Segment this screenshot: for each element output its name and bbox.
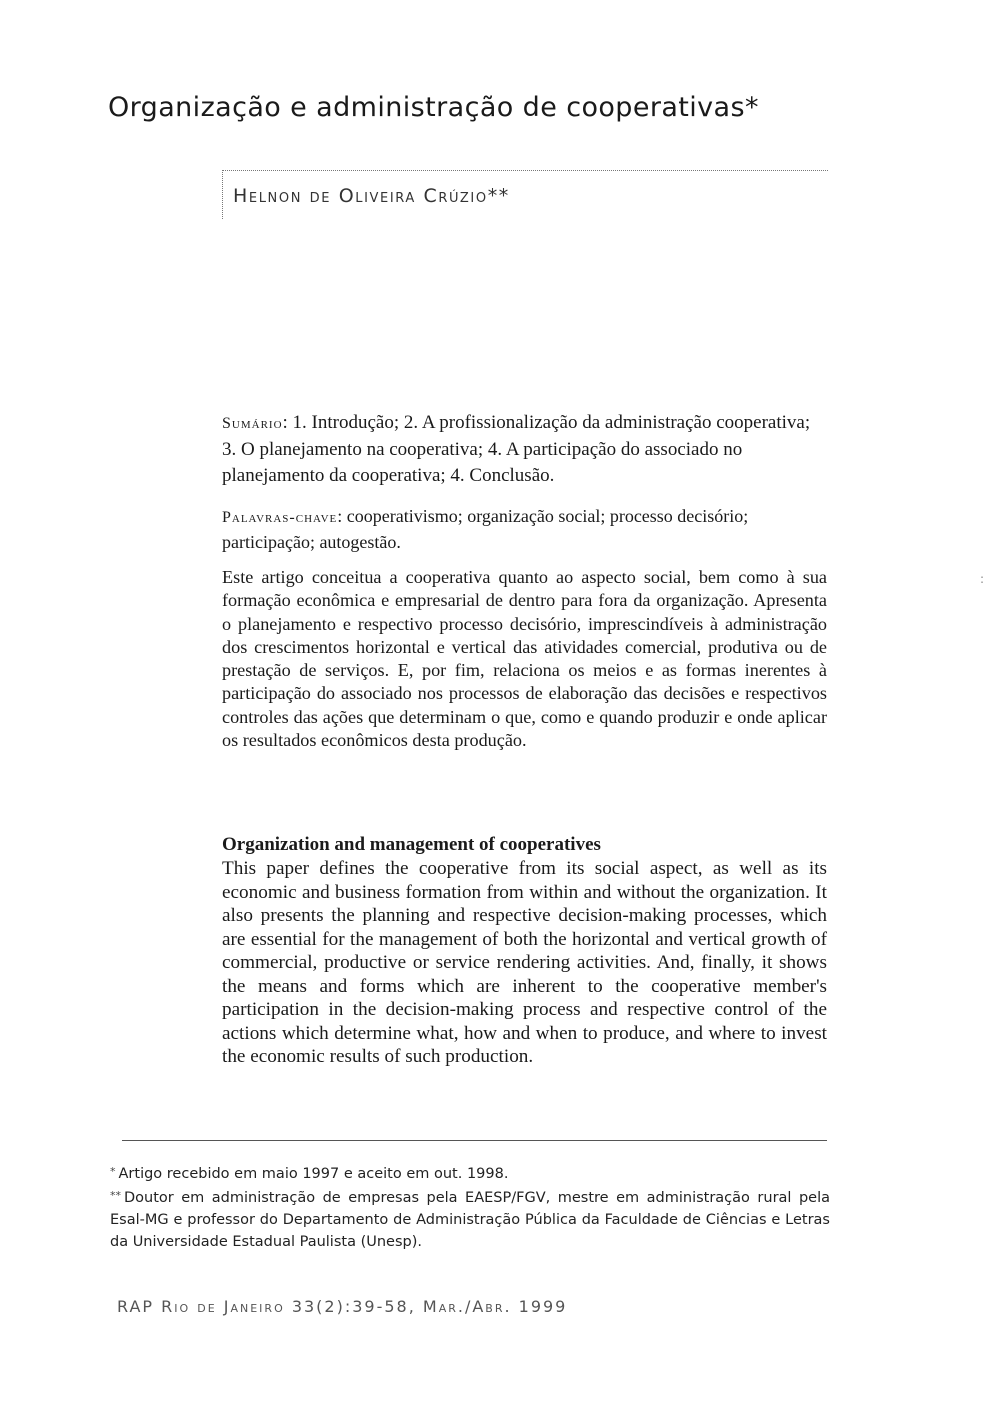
summary-colon: : (282, 412, 293, 433)
footnote-divider (122, 1140, 827, 1141)
journal-citation-footer: RAP Rio de Janeiro 33(2):39-58, Mar./Abr. 1999 (117, 1297, 568, 1316)
keywords-text: cooperativismo; organização social; processo decisório; participação; autogestão. (222, 506, 749, 552)
footnote-marker: * (110, 1165, 116, 1178)
footnote-1 (110, 1161, 830, 1185)
summary-section (222, 410, 827, 489)
footnote-text: Artigo recebido em maio 1997 e aceito em out. 1998. (118, 1166, 509, 1182)
summary-paragraph (222, 410, 827, 489)
author-name: Helnon de Oliveira Crúzio** (233, 185, 510, 207)
author-box (222, 170, 828, 219)
keywords-paragraph (222, 504, 827, 554)
footnote-text: Doutor em administração de empresas pela EAESP/FGV, mestre em administração rural pela Esal-MG e professor do Departamento de Administração Pública da Faculdade de Ciências e Letras da Universidade Estadual Paulista (Unesp). (110, 1190, 830, 1250)
summary-label: Sumário (222, 415, 283, 432)
abstract-title: Organization and management of cooperatives (222, 834, 601, 855)
keywords-section (222, 504, 827, 554)
footnotes (110, 1161, 830, 1253)
portuguese-abstract (222, 566, 827, 752)
keywords-label: Palavras-chave (222, 509, 338, 526)
summary-text: 1. Introdução; 2. A profissionalização da administração cooperativa; 3. O planejamento na cooperativa; 4. A participação do associado no planejamento da cooperativa; 4. Conclusão. (222, 412, 811, 486)
footnote-2 (110, 1185, 830, 1253)
keywords-colon: : (337, 506, 347, 526)
margin-mark: : (980, 572, 985, 586)
resumo-text: Este artigo conceitua a cooperativa quanto ao aspecto social, bem como à sua formação econômica e empresarial de dentro para fora da organização. Apresenta o planejamento e respectivo processo decisório, imprescindíveis à administração dos crescimentos horizontal e vertical das atividades comercial, produtiva ou de prestação de serviços. E, por fim, relaciona os meios e as formas inerentes à participação do associado nos processos de elaboração das decisões e respectivos controles das ações que determinam o que, como e quando produzir e onde aplicar os resultados econômicos desta produção. (222, 567, 827, 751)
footnote-marker: ** (110, 1189, 121, 1202)
article-title: Organização e administração de cooperativas* (108, 92, 759, 123)
english-abstract (222, 833, 827, 1069)
abstract-text: This paper defines the cooperative from its social aspect, as well as its economic and business formation from within and without the organization. It also presents the planning and respective decision-making processes, which are essential for the management of both the horizontal and vertical growth of commercial, productive or service rendering activities. And, finally, it shows the means and forms which are inherent to the cooperative member's participation in the decision-making process and respective control of the actions which determine what, how and when to produce, and where to invest the economic results of such production. (222, 858, 827, 1067)
